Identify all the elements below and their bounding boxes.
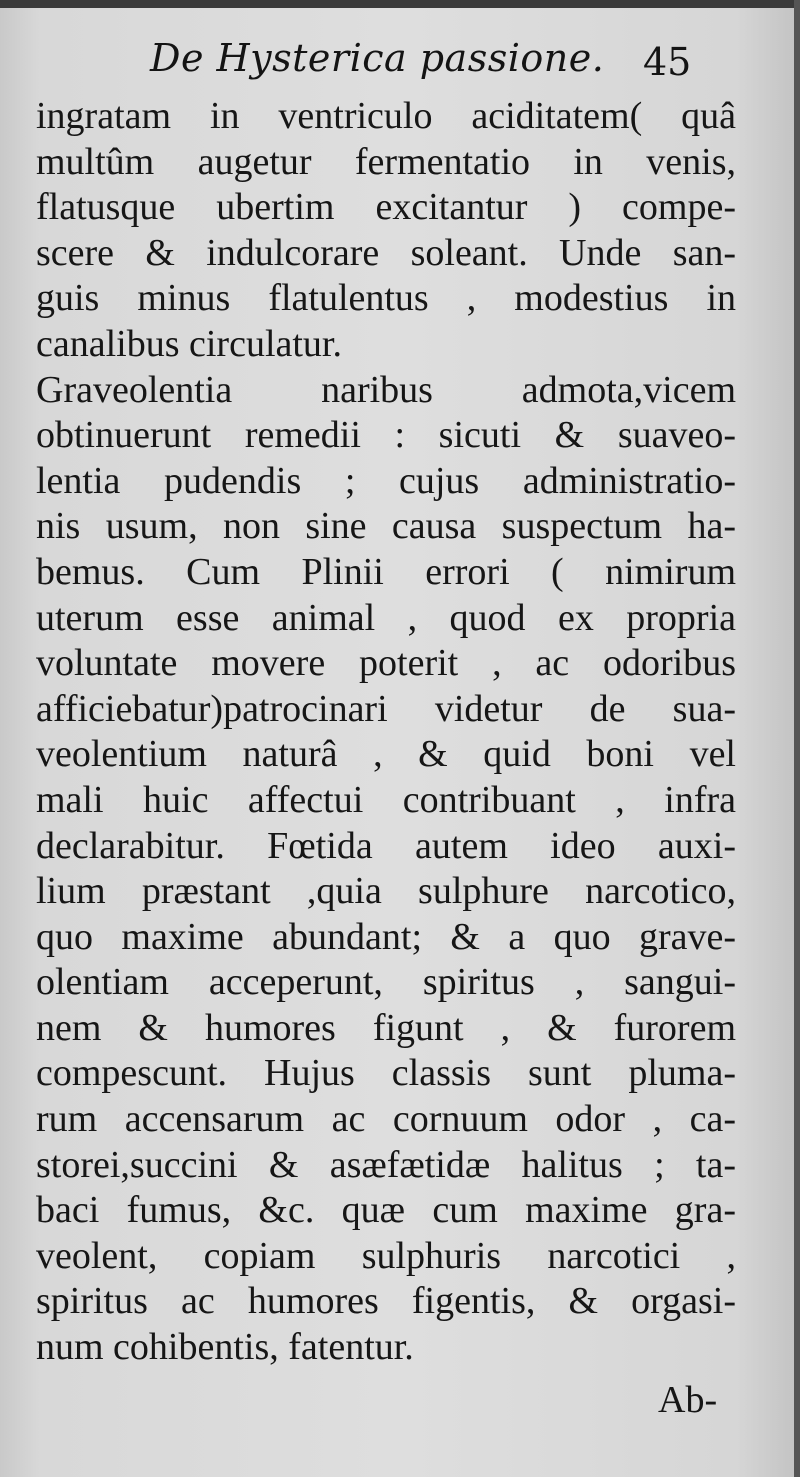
page-header — [0, 32, 800, 102]
text-line: declarabitur. Fœtida autem ideo auxi- — [36, 824, 736, 867]
text-line: veolentium naturâ , & quid boni vel — [36, 733, 736, 776]
text-line: multûm augetur fermentatio in venis, — [36, 140, 736, 183]
text-line: canalibus circulatur. — [36, 322, 342, 365]
text-line: nis usum, non sine causa suspectum ha- — [36, 505, 736, 548]
text-line: guis minus flatulentus , modestius in — [36, 277, 736, 320]
text-line: uterum esse animal , quod ex propria — [36, 596, 736, 639]
text-line: nem & humores figunt , & furorem — [36, 1006, 736, 1049]
text-line: storei,succini & asæfætidæ halitus ; ta- — [36, 1143, 736, 1186]
text-line: obtinuerunt remedii : sicuti & suaveo- — [36, 414, 736, 457]
text-line: baci fumus, &c. quæ cum maxime gra- — [36, 1189, 736, 1232]
text-line: mali huic affectui contribuant , infra — [36, 778, 736, 821]
text-line: compescunt. Hujus classis sunt pluma- — [36, 1052, 736, 1095]
text-line: lentia pudendis ; cujus administratio- — [36, 459, 736, 502]
text-line: bemus. Cum Plinii errori ( nimirum — [36, 550, 736, 593]
text-line: voluntate movere poterit , ac odoribus — [36, 642, 736, 685]
text-line: afficiebatur)patrocinari videtur de sua- — [36, 687, 736, 730]
text-line: lium præstant ,quia sulphure narcotico, — [36, 870, 736, 913]
text-line: ingratam in ventriculo aciditatem( quâ — [36, 95, 736, 137]
catchword: Ab- — [658, 1379, 718, 1421]
text-line: spiritus ac humores figentis, & orgasi- — [36, 1280, 736, 1323]
text-line: olentiam acceperunt, spiritus , sangui- — [36, 961, 736, 1004]
text-line: rum accensarum ac cornuum odor , ca- — [36, 1098, 736, 1141]
text-line: Graveolentia naribus admota,vicem — [36, 368, 736, 411]
text-line: scere & indulcorare soleant. Unde san- — [36, 231, 736, 274]
running-title: De Hysterica passione. — [150, 36, 605, 80]
text-line: num cohibentis, fatentur. — [36, 1326, 414, 1369]
text-line: flatusque ubertim excitantur ) compe- — [36, 186, 736, 229]
text-line: quo maxime abundant; & a quo grave- — [36, 915, 736, 958]
page-number: 45 — [643, 40, 692, 84]
body-text — [36, 94, 736, 1371]
text-line: veolent, copiam sulphuris narcotici , — [36, 1234, 736, 1277]
